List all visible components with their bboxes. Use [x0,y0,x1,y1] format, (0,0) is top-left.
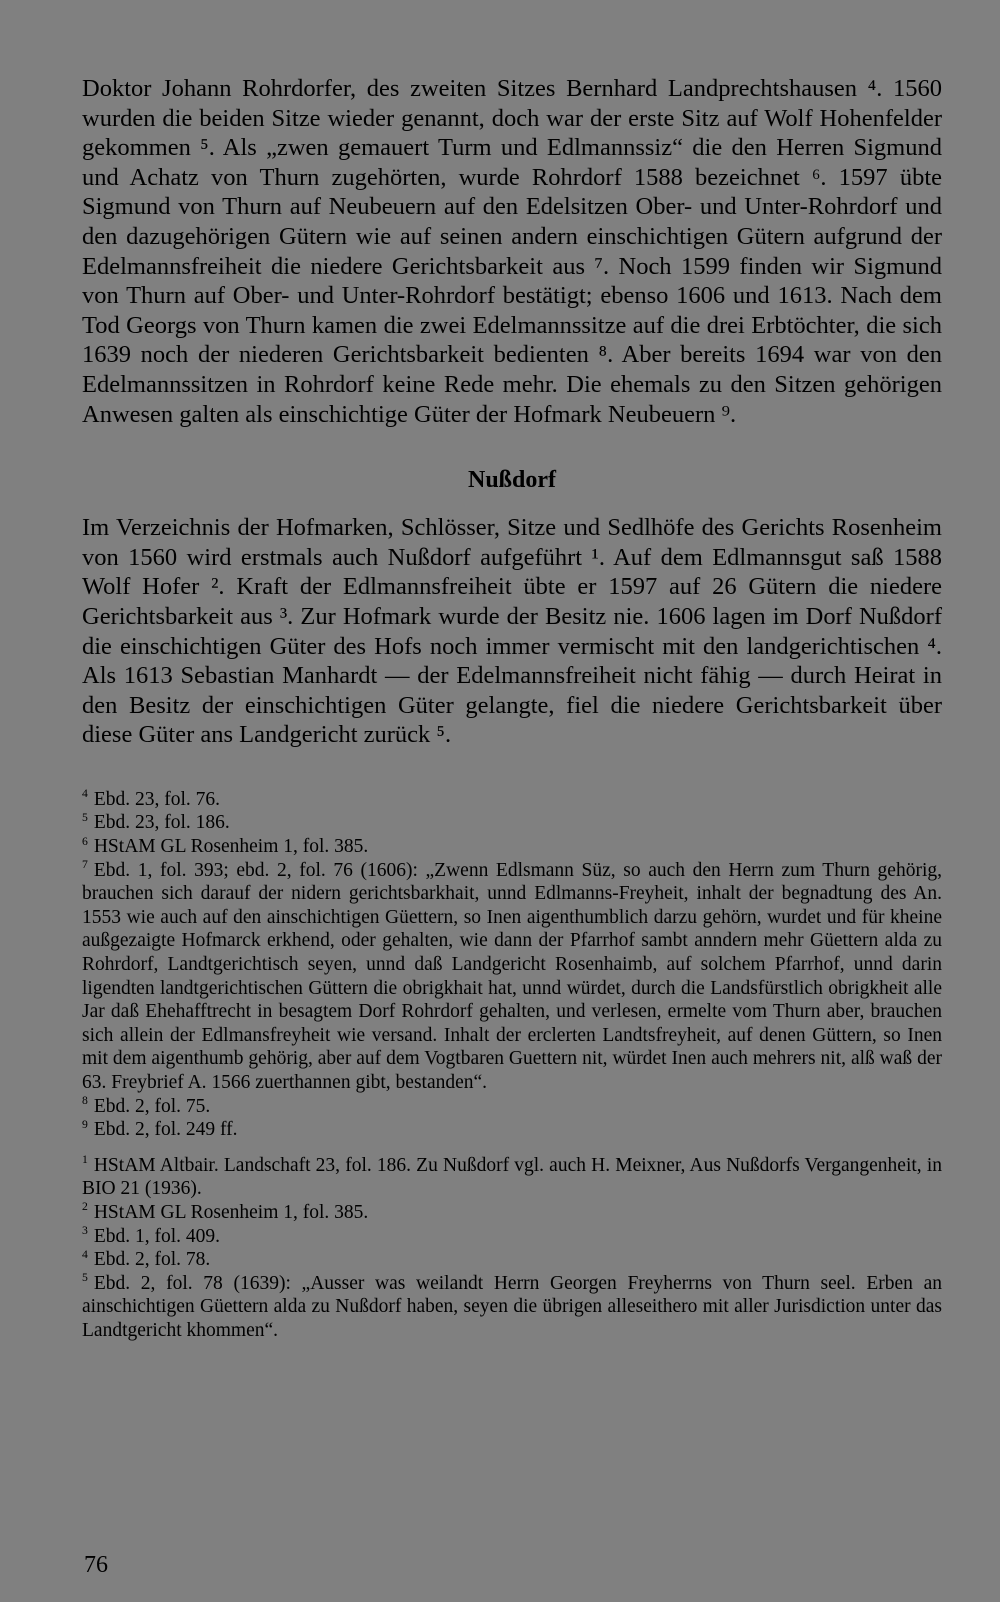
page-content [82,74,942,1343]
footnote-8 [82,1095,942,1119]
footnote-text: Ebd. 2, fol. 249 ff. [93,1119,238,1141]
footnote-mark: 6 [82,834,88,848]
footnote-mark: 4 [82,1247,88,1261]
footnote-9 [82,1118,942,1142]
footnote-text: Ebd. 1, fol. 409. [93,1225,221,1247]
footnote-4 [82,788,942,812]
footnote-text: Ebd. 23, fol. 186. [93,812,230,834]
page-number: 76 [84,1552,108,1578]
footnote-group-rohrdorf [82,788,942,1142]
footnote-text: HStAM GL Rosenheim 1, fol. 385. [93,1201,369,1223]
footnote-mark: 7 [82,858,88,872]
footnotes [82,788,942,1343]
footnote-text: Ebd. 1, fol. 393; ebd. 2, fol. 76 (1606): „Zwenn Edlsmann Süz, so auch den Herrn zum Thurn gehörig, brauchen sich darauf der nidern gerichtsbarkhait, unnd Edlmanns-Freyheit, inhalt der begnadtung des An. 1553 wie auch auf den ainschichtigen Güettern, so Inen aigenthumblich darzu gehörn, wurdet und für kheine außgezaigte Hofmarck erkhend, oder gehalten, wie dann der Pfarrhof sambt anndern mehr Güettern alda zu Rohrdorf, Landtgerichtisch seyen, unnd daß Landgericht Rosenhaimb, auf solchem Pfarrhof, unnd darin ligendten landtgerichtischen Güttern die obrigkhait hat, unnd würdet, durch die Landsfürstlich obrigkheit alle Jar daß Ehehafftrecht in besagtem Dorf Rohrdorf gehalten, und verlesen, ermelte vom Thurn aber, brauchen sich allein der Edlmansfreyheit wie versand. Inhalt der erclerten Landtsfreyheit, auf denen Güttern, so Inen mit dem aigenthumb gehörig, aber auf dem Vogtbaren Guettern nit, würdet Inen auch mehrers nit, alß waß der 63. Freybrief A. 1566 zuerthannen gibt, bestanden“. [82,859,942,1093]
footnote-separator [82,1142,942,1154]
section-heading-nussdorf: Nußdorf [467,467,557,494]
footnote-mark: 1 [82,1153,88,1167]
footnote-7 [82,859,942,1095]
footnote-text: Ebd. 2, fol. 78 (1639): „Ausser was weilandt Herrn Georgen Freyherrns von Thurn seel. Erben an ainschichtigen Güettern alda zu Nußdorf haben, seyen die übrigen alleseithero mit aller Jurisdiction unter das Landtgericht khommen“. [82,1272,942,1341]
body-paragraph-nussdorf: Im Verzeichnis der Hofmarken, Schlösser, Sitze und Sedlhöfe des Gerichts Rosenheim von 1560 wird erstmals auch Nußdorf aufgeführt ¹. Auf dem Edlmannsgut saß 1588 Wolf Hofer ². Kraft der Edlmannsfreiheit übte er 1597 auf 26 Gütern die niedere Gerichtsbarkeit aus ³. Zur Hofmark wurde der Besitz nie. 1606 lagen im Dorf Nußdorf die einschichtigen Güter des Hofs noch immer vermischt mit den landgerichtischen ⁴. Als 1613 Sebastian Manhardt — der Edelmannsfreiheit nicht fähig — durch Heirat in den Besitz der einschichtigen Güter gelangte, fiel die niedere Gerichtsbarkeit über diese Güter ans Landgericht zurück ⁵. [82,514,942,749]
footnote-6 [82,835,942,859]
footnote-mark: 3 [82,1224,88,1238]
footnote-text: HStAM Altbair. Landschaft 23, fol. 186. Zu Nußdorf vgl. auch H. Meixner, Aus Nußdorfs Vergangenheit, in BIO 21 (1936). [82,1154,942,1200]
footnote-2 [82,1201,942,1225]
footnote-mark: 2 [82,1200,88,1214]
footnote-group-nussdorf [82,1154,942,1343]
footnote-3 [82,1225,942,1249]
footnote-5 [82,811,942,835]
footnote-1 [82,1154,942,1201]
footnote-text: Ebd. 2, fol. 78. [93,1249,211,1271]
footnote-4b [82,1248,942,1272]
footnote-5b [82,1272,942,1343]
footnote-mark: 8 [82,1094,88,1108]
footnote-mark: 9 [82,1117,88,1131]
body-paragraph-rohrdorf: Doktor Johann Rohrdorfer, des zweiten Sitzes Bernhard Landprechtshausen ⁴. 1560 wurden die beiden Sitze wieder genannt, doch war der erste Sitz auf Wolf Hohenfelder gekommen ⁵. Als „zwen gemauert Turm und Edlmannssiz“ die den Herren Sigmund und Achatz von Thurn zugehörten, wurde Rohrdorf 1588 bezeichnet ⁶. 1597 übte Sigmund von Thurn auf Neubeuern auf den Edelsitzen Ober- und Unter-Rohrdorf und den dazugehörigen Gütern wie auf seinen andern einschichtigen Gütern aufgrund der Edelmannsfreiheit die niedere Gerichtsbarkeit aus ⁷. Noch 1599 finden wir Sigmund von Thurn auf Ober- und Unter-Rohrdorf bestätigt; ebenso 1606 und 1613. Nach dem Tod Georgs von Thurn kamen die zwei Edelmannssitze auf die drei Erbtöchter, die sich 1639 noch der niederen Gerichtsbarkeit bedienten ⁸. Aber bereits 1694 war von den Edelmannssitzen in Rohrdorf keine Rede mehr. Die ehemals zu den Sitzen gehörigen Anwesen galten als einschichtige Güter der Hofmark Neubeuern ⁹. [82,75,942,428]
footnote-text: HStAM GL Rosenheim 1, fol. 385. [93,836,369,858]
footnote-mark: 5 [82,1271,88,1285]
footnote-mark: 4 [82,787,88,801]
footnote-text: Ebd. 23, fol. 76. [93,788,221,810]
footnote-text: Ebd. 2, fol. 75. [93,1095,211,1117]
footnote-mark: 5 [82,810,88,824]
